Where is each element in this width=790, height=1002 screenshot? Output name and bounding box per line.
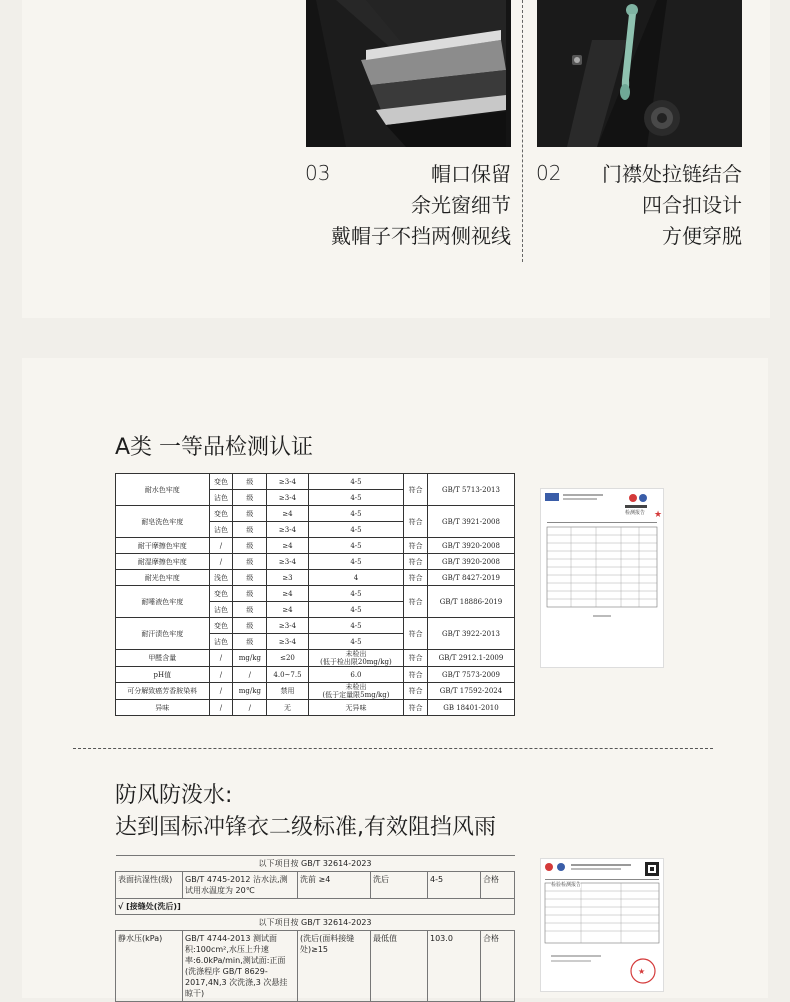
table-cell: GB/T 3920-2008 bbox=[427, 554, 514, 570]
table-cell: 级 bbox=[233, 570, 267, 586]
cell: (洗后(面料接缝处)≥15 bbox=[298, 931, 371, 1002]
table-subheader: √ [接缝处(洗后)] bbox=[116, 899, 515, 915]
table-cell: 无异味 bbox=[308, 700, 404, 716]
table-cell: ≥3-4 bbox=[267, 554, 308, 570]
table-header: 以下项目按 GB/T 32614-2023 bbox=[116, 915, 515, 931]
table-cell: 符合 bbox=[404, 474, 428, 506]
table-cell: 符合 bbox=[404, 570, 428, 586]
table-row bbox=[116, 683, 515, 700]
table-cell: 级 bbox=[233, 490, 267, 506]
table-cell: 甲醛含量 bbox=[116, 650, 210, 667]
table-row bbox=[116, 931, 515, 1002]
table-cell: 耐水色牢度 bbox=[116, 474, 210, 506]
hood-window-photo bbox=[306, 0, 511, 147]
table-cell: 6.0 bbox=[308, 667, 404, 683]
table-cell: / bbox=[209, 700, 233, 716]
table-cell: 耐干摩擦色牢度 bbox=[116, 538, 210, 554]
waterproof-title-line1: 防风防泼水: bbox=[115, 783, 233, 808]
table-cell: 变色 bbox=[209, 618, 233, 634]
table-cell: 4-5 bbox=[308, 554, 404, 570]
table-cell: 4.0~7.5 bbox=[267, 667, 308, 683]
svg-text:★: ★ bbox=[654, 510, 663, 520]
table-cell: 4-5 bbox=[308, 618, 404, 634]
table-cell: 符合 bbox=[404, 554, 428, 570]
table-cell: / bbox=[209, 683, 233, 700]
table-cell: 符合 bbox=[404, 650, 428, 667]
table-cell: GB/T 17592-2024 bbox=[427, 683, 514, 700]
table-cell: 符合 bbox=[404, 618, 428, 650]
table-cell: GB/T 2912.1-2009 bbox=[427, 650, 514, 667]
table-cell: mg/kg bbox=[233, 650, 267, 667]
feature-caption-placket bbox=[560, 159, 742, 252]
table-cell: 4-5 bbox=[308, 602, 404, 618]
table-cell: 沾色 bbox=[209, 602, 233, 618]
table-cell: ≥4 bbox=[267, 506, 308, 522]
table-cell: 未检出 (低于定量限5mg/kg) bbox=[308, 683, 404, 700]
table-cell: ≥3-4 bbox=[267, 634, 308, 650]
section-title-grade-a: A类 一等品检测认证 bbox=[115, 435, 314, 460]
table-cell: 符合 bbox=[404, 683, 428, 700]
cell: 合格 bbox=[481, 931, 515, 1002]
table-cell: ≥3-4 bbox=[267, 618, 308, 634]
feature-caption-hood bbox=[300, 159, 511, 252]
table-cell: 级 bbox=[233, 522, 267, 538]
section-title-waterproof bbox=[115, 780, 496, 844]
waterproof-title-line2: 达到国标冲锋衣二级标准,有效阻挡风雨 bbox=[115, 815, 496, 840]
table-row bbox=[116, 872, 515, 899]
table-cell: 耐皂洗色牢度 bbox=[116, 506, 210, 538]
table-cell: ≥4 bbox=[267, 586, 308, 602]
table-cell: / bbox=[233, 667, 267, 683]
report-title: 检测报告 bbox=[625, 510, 646, 516]
test-report-thumbnail bbox=[540, 488, 664, 668]
table-row bbox=[116, 618, 515, 634]
table-cell: 级 bbox=[233, 634, 267, 650]
table-row bbox=[116, 474, 515, 490]
table-cell: GB/T 3922-2013 bbox=[427, 618, 514, 650]
table-cell: 沾色 bbox=[209, 634, 233, 650]
cell: GB/T 4744-2013 测试面积:100cm²,水压上升速率:6.0kPa/min,测试面:正面(洗涤程序 GB/T 8629-2017,4N,3 次洗涤,3 次悬挂晾干) bbox=[183, 931, 298, 1002]
table-cell: 异味 bbox=[116, 700, 210, 716]
table-row bbox=[116, 700, 515, 716]
table-cell: 级 bbox=[233, 554, 267, 570]
table-cell: 耐湿摩擦色牢度 bbox=[116, 554, 210, 570]
table-cell: 未检出 (低于检出限20mg/kg) bbox=[308, 650, 404, 667]
caption-line: 四合扣设计 bbox=[642, 193, 742, 217]
table-cell: 级 bbox=[233, 538, 267, 554]
table-cell: 4 bbox=[308, 570, 404, 586]
table-cell: 耐唾液色牢度 bbox=[116, 586, 210, 618]
table-row bbox=[116, 650, 515, 667]
caption-line: 帽口保留 bbox=[431, 162, 511, 186]
section-divider bbox=[73, 748, 713, 749]
table-cell: ≥4 bbox=[267, 602, 308, 618]
table-cell: 耐汗渍色牢度 bbox=[116, 618, 210, 650]
table-row bbox=[116, 570, 515, 586]
cell: 最低值 bbox=[371, 931, 428, 1002]
test-results-table bbox=[115, 473, 515, 716]
table-cell: 符合 bbox=[404, 586, 428, 618]
table-cell: ≥3-4 bbox=[267, 474, 308, 490]
table-cell: GB/T 3921-2008 bbox=[427, 506, 514, 538]
feature-number-03: 03 bbox=[305, 161, 331, 185]
table-cell: 4-5 bbox=[308, 586, 404, 602]
caption-line: 戴帽子不挡两侧视线 bbox=[331, 224, 511, 248]
cell: GB/T 4745-2012 沾水法,测试用水温度为 20℃ bbox=[183, 872, 298, 899]
table-cell: GB/T 7573-2009 bbox=[427, 667, 514, 683]
top-divider bbox=[522, 0, 523, 262]
table-cell: GB/T 18886-2019 bbox=[427, 586, 514, 618]
inspection-report-thumbnail bbox=[540, 858, 664, 992]
table-cell: 变色 bbox=[209, 474, 233, 490]
cell: 表面抗湿性(级) bbox=[116, 872, 183, 899]
table-cell: GB/T 8427-2019 bbox=[427, 570, 514, 586]
table-cell: 级 bbox=[233, 602, 267, 618]
table-cell: 4-5 bbox=[308, 490, 404, 506]
table-cell: 沾色 bbox=[209, 490, 233, 506]
table-cell: 4-5 bbox=[308, 522, 404, 538]
table-cell: 可分解致癌芳香胺染料 bbox=[116, 683, 210, 700]
waterproof-test-table bbox=[115, 855, 515, 1002]
table-cell: 禁用 bbox=[267, 683, 308, 700]
cell: 洗后 bbox=[371, 872, 428, 899]
feature-number-02: 02 bbox=[536, 161, 562, 185]
table-cell: GB 18401-2010 bbox=[427, 700, 514, 716]
table-cell: / bbox=[209, 667, 233, 683]
table-row bbox=[116, 667, 515, 683]
table-cell: / bbox=[209, 554, 233, 570]
table-cell: pH值 bbox=[116, 667, 210, 683]
table-cell: 无 bbox=[267, 700, 308, 716]
table-row bbox=[116, 554, 515, 570]
table-cell: / bbox=[233, 700, 267, 716]
table-cell: 符合 bbox=[404, 667, 428, 683]
table-cell: 4-5 bbox=[308, 634, 404, 650]
table-row bbox=[116, 538, 515, 554]
cell: 洗前 ≥4 bbox=[298, 872, 371, 899]
table-cell: 耐光色牢度 bbox=[116, 570, 210, 586]
cell: 4-5 bbox=[428, 872, 481, 899]
table-cell: 沾色 bbox=[209, 522, 233, 538]
table-header: 以下项目按 GB/T 32614-2023 bbox=[116, 856, 515, 872]
table-cell: ≥3-4 bbox=[267, 490, 308, 506]
cell: 静水压(kPa) bbox=[116, 931, 183, 1002]
table-cell: 级 bbox=[233, 474, 267, 490]
table-cell: 符合 bbox=[404, 538, 428, 554]
table-cell: ≤20 bbox=[267, 650, 308, 667]
table-cell: ≥3 bbox=[267, 570, 308, 586]
table-cell: 浅色 bbox=[209, 570, 233, 586]
table-row bbox=[116, 506, 515, 522]
report-title: 检验检测报告 bbox=[551, 882, 582, 888]
table-cell: GB/T 5713-2013 bbox=[427, 474, 514, 506]
caption-line: 余光窗细节 bbox=[411, 193, 511, 217]
cell: 103.0 bbox=[428, 931, 481, 1002]
table-cell: ≥3-4 bbox=[267, 522, 308, 538]
table-cell: 4-5 bbox=[308, 474, 404, 490]
zipper-snap-photo bbox=[537, 0, 742, 147]
table-cell: ≥4 bbox=[267, 538, 308, 554]
caption-line: 方便穿脱 bbox=[662, 224, 742, 248]
table-cell: 变色 bbox=[209, 506, 233, 522]
cell: 合格 bbox=[481, 872, 515, 899]
table-cell: mg/kg bbox=[233, 683, 267, 700]
caption-line: 门襟处拉链结合 bbox=[602, 162, 742, 186]
svg-text:★: ★ bbox=[638, 967, 646, 976]
table-cell: 变色 bbox=[209, 586, 233, 602]
table-cell: 级 bbox=[233, 586, 267, 602]
table-cell: 级 bbox=[233, 506, 267, 522]
table-cell: 符合 bbox=[404, 700, 428, 716]
table-cell: 4-5 bbox=[308, 506, 404, 522]
table-cell: / bbox=[209, 650, 233, 667]
table-cell: 级 bbox=[233, 618, 267, 634]
table-cell: GB/T 3920-2008 bbox=[427, 538, 514, 554]
table-cell: 符合 bbox=[404, 506, 428, 538]
table-row bbox=[116, 586, 515, 602]
table-cell: 4-5 bbox=[308, 538, 404, 554]
table-cell: / bbox=[209, 538, 233, 554]
